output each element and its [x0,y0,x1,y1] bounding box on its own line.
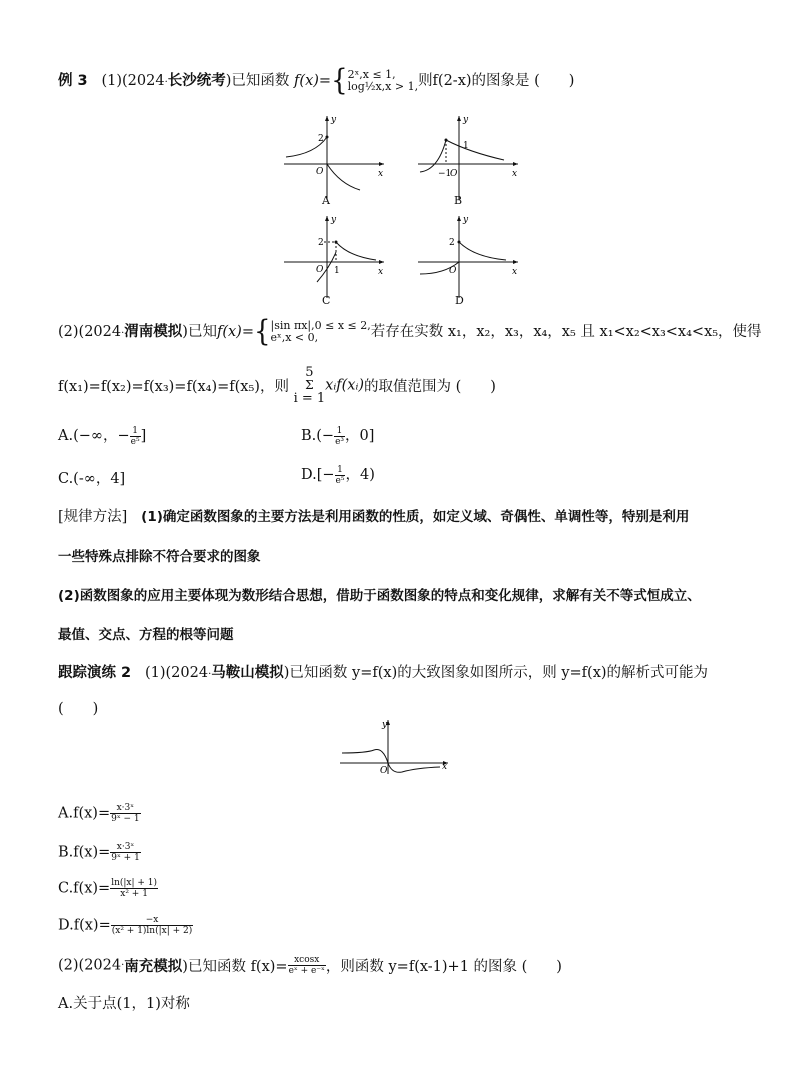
ex3-p1-case1: 2ˣ,x ≤ 1, [347,68,396,81]
track-graph-curve [342,750,440,773]
ex3-p1-prefix: (1)(2024 [101,73,165,89]
ex3-option-a-val: (−∞，− [73,428,130,444]
ex3-option-b-end: ，0] [345,428,375,444]
track-option-d-num: −x [111,915,194,926]
ex3-option-a[interactable] [58,424,146,447]
ex3-option-a-num: 1 [130,426,141,437]
graph-c-ylabel: y [331,215,337,225]
ex3-option-b-label: B. [301,428,317,444]
ex3-option-b-frac [334,426,345,447]
graph-d-x-arrow [513,260,518,264]
track-option-c-den: x² + 1 [120,889,148,899]
track-option-b-num: x·3ˣ [110,842,141,853]
track-label: 跟踪演练 2 [58,665,132,681]
ex3-p1-source: 长沙统考 [167,73,226,89]
ex3-option-a-frac [130,426,141,447]
graph-b-curve-left [420,140,446,172]
method-text1: (1)确定函数图象的主要方法是利用函数的性质，如定义域、奇偶性、单调性等，特别是利用 [141,509,690,525]
track-graph-ylabel: y [382,720,388,730]
graph-b-point [445,139,448,142]
ex3-p2-case1: |sin πx|,0 ≤ x ≤ 2, [270,319,371,332]
ex3-p2-text1: )已知 [182,324,217,340]
track-option-d[interactable] [58,915,193,936]
graph-c-x-arrow [379,260,384,264]
graph-c-curve-right [336,242,376,260]
graph-c-xlabel: x [378,267,384,277]
ex3-option-c[interactable]: C.(-∞，4] [58,471,126,487]
graph-c-origin: O [316,265,324,275]
ex3-part2-line2 [58,366,496,405]
graph-b [414,112,524,207]
track-option-d-den: (x² + 1)ln(|x| + 2) [111,926,193,936]
track-p1-text: )已知函数 y=f(x)的大致图象如图所示，则 y=f(x)的解析式可能为 [283,665,709,681]
ex3-option-b-val: (− [316,428,335,444]
sum-symbol [294,366,326,405]
graph-b-origin: O [450,169,458,179]
sum-top: 5 [305,365,314,380]
track-p1-prefix: (1)(2024 [144,665,209,681]
graph-d [414,212,524,304]
track-p1-source: 马鞍山模拟 [211,665,284,681]
track-part2-line: (2)(2024·南充模拟)已知函数 f(x)= $\frac{xcosx}{\text{eˣ + e⁻ˣ}}$ ，则函数 y=f(x-1)+1 的图象 ( ) [58,955,562,976]
graph-a-point [326,136,329,139]
ex3-p2-brace: { [253,315,271,349]
method-line2: 一些特殊点排除不符合要求的图象 [58,549,261,565]
ex3-option-d-end: ，4) [345,467,375,483]
ex3-p2-text2: 若存在实数 x₁，x₂，x₃，x₄，x₅ 且 x₁<x₂<x₃<x₄<x₅，使得 [370,324,762,340]
track-option-c-frac [110,878,158,899]
graph-d-origin: O [449,266,457,276]
track-option-d-frac [111,915,194,936]
ex3-option-d-frac [335,465,346,486]
ex3-p1-text1: )已知函数 [225,73,295,89]
ex3-p1-fx: f(x)= [294,73,332,89]
method-label: [规律方法] [58,509,128,525]
graph-c-y-arrow [325,216,329,221]
track-option-a[interactable] [58,803,141,824]
graph-b-curve-right [446,140,504,160]
ex3-option-d-label: D. [301,467,317,483]
track-part1-line: 跟踪演练 2 (1)(2024·马鞍山模拟)已知函数 y=f(x)的大致图象如图所示，则 y=f(x)的解析式可能为 [58,665,709,681]
graph-a-tick: 2 [318,134,324,144]
graph-d-y-arrow [457,216,461,221]
graph-b-tick2: −1 [438,169,452,179]
ex3-option-a-end: ] [140,428,147,444]
graph-c-tick2: 1 [334,266,340,276]
graph-a [280,112,390,207]
ex3-part1-line: 例 3 (1)(2024·长沙统考)已知函数 f(x)={ 2ˣ,x ≤ 1, log½x,x > 1, 则f(2-x)的图象是 ( ) [58,64,575,98]
track-option-c[interactable] [58,878,158,899]
track-graph-xlabel: x [442,762,448,772]
method-line3: (2)函数图象的应用主要体现为数形结合思想，借助于函数图象的特点和变化规律，求解有关不等式恒成立、 [58,588,701,604]
graph-b-ylabel: y [463,115,469,125]
graph-d-ylabel: y [463,215,469,225]
track-p2-den: eˣ + e⁻ˣ [288,966,325,976]
sum-sigma: Σ [305,378,314,392]
ex3-option-d-num: 1 [335,465,346,476]
track-option-b-den: 9ˣ + 1 [111,853,140,863]
track-option-a-den: 9ˣ − 1 [111,814,140,824]
graph-d-xlabel: x [512,267,518,277]
graph-a-caption: A [322,194,330,207]
graph-a-y-arrow [325,116,329,121]
track-option-a-num: x·3ˣ [110,803,141,814]
graph-c-tick: 2 [318,238,324,248]
ex3-p2-cases [271,320,371,344]
ex3-p2-prefix: (2)(2024 [58,324,122,340]
graph-b-tick: 1 [463,141,469,151]
track-graph-origin: O [380,766,388,776]
track-option-c-num: ln(|x| + 1) [111,878,158,888]
track-option-a-label: A.f(x)= [58,805,111,822]
graph-c-caption: C [322,294,331,307]
ex3-option-d-den: e⁵ [335,475,345,486]
track-option-a-frac [110,803,141,824]
track-p2-prefix: (2)(2024 [58,957,122,974]
track-p2-source: 南充模拟 [124,959,183,975]
ex3-option-a-label: A. [58,428,74,444]
graph-b-y-arrow [457,116,461,121]
sum-bottom: i = 1 [293,391,326,406]
ex3-p2-case2: eˣ,x < 0, [270,331,319,344]
ex3-p1-text2: 则f(2-x)的图象是 ( ) [418,73,575,89]
track-option-d-label: D.f(x)= [58,917,111,934]
graph-d-caption: D [455,294,464,307]
method-line4: 最值、交点、方程的根等问题 [58,627,234,643]
track-option-b[interactable] [58,842,141,863]
ex3-p1-case2: log½x,x > 1, [347,80,419,93]
track-option-b-frac [110,842,141,863]
track-p2-option-a[interactable]: A.关于点(1，1)对称 [58,996,190,1012]
graph-a-xlabel: x [378,169,384,179]
track-p2-text2: ，则函数 y=f(x-1)+1 的图象 ( ) [325,959,562,975]
ex3-option-b-num: 1 [334,426,345,437]
graph-a-origin: O [316,167,324,177]
track-option-c-label: C.f(x)= [58,880,111,897]
ex3-p1-brace: { [331,64,348,98]
graph-d-point [458,241,461,244]
graph-b-xlabel: x [512,169,518,179]
graph-c [280,212,390,304]
ex3-option-b-den: e³ [335,436,345,447]
track-graph [336,716,456,778]
ex3-p1-cases [348,69,418,93]
graph-a-ylabel: y [331,115,337,125]
track-p2-frac [288,955,326,976]
graph-b-caption: B [454,194,463,207]
graph-a-x-arrow [379,162,384,166]
ex3-option-a-den: e⁵ [130,436,140,447]
graph-a-curve-right [327,164,360,190]
track-option-b-label: B.f(x)= [58,844,111,861]
ex3-option-b[interactable] [301,424,374,447]
method-line1 [58,505,689,526]
ex3-option-d-val: [− [316,467,335,483]
track-p2-text1: )已知函数 f(x)= [182,959,288,975]
sum-term: xᵢf(xᵢ) [325,377,365,394]
graph-d-tick: 2 [449,238,455,248]
ex3-p2-fx: f(x)= [216,324,254,340]
ex3-part2-line1: (2)(2024·渭南模拟)已知f(x)={ |sin πx|,0 ≤ x ≤ 2, eˣ,x < 0, 若存在实数 x₁，x₂，x₃，x₄，x₅ 且 x₁<x₂<x₃<x₄<x₅，使得 [58,315,762,349]
ex3-option-d[interactable] [301,463,375,486]
ex3-p2-source: 渭南模拟 [124,324,183,340]
graph-b-x-arrow [513,162,518,166]
ex3-label: 例 3 [58,73,88,89]
ex3-p2-line2b: 的取值范围为 ( ) [364,379,496,395]
ex3-p2-line2a: f(x₁)=f(x₂)=f(x₃)=f(x₄)=f(x₅)，则 [58,379,289,395]
graph-d-curve-right [459,242,506,260]
track-p1-paren: ( ) [58,701,99,717]
track-p2-num: xcosx [288,955,326,966]
